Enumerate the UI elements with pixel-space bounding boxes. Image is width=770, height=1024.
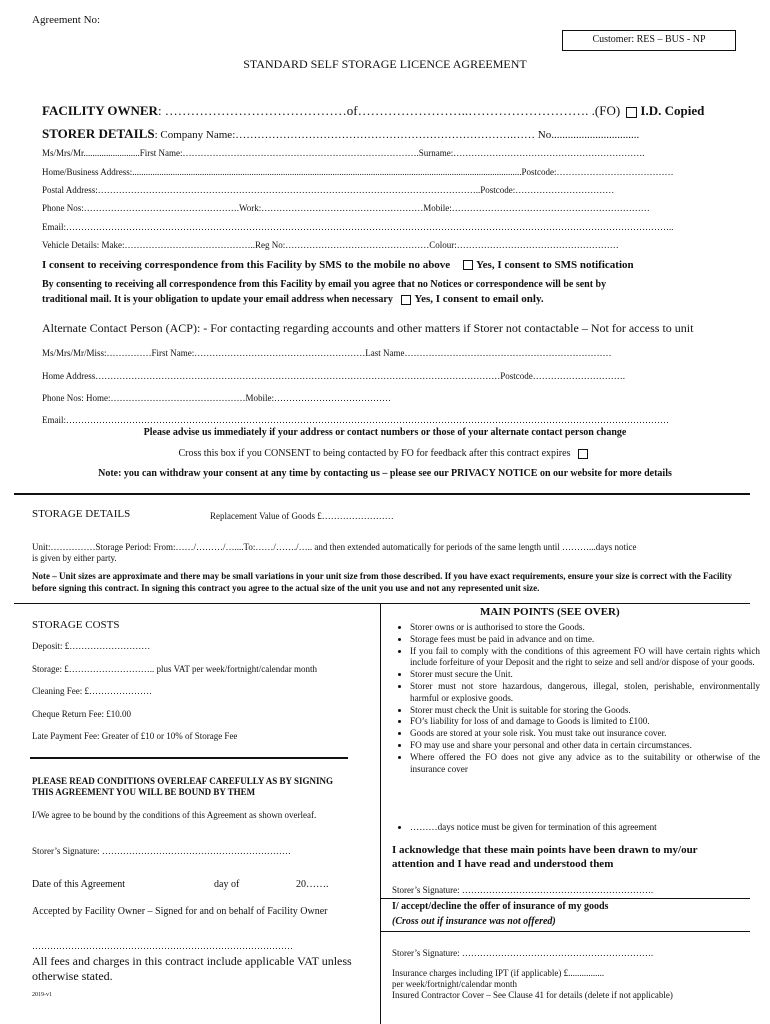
- insurance-charges-field[interactable]: Insurance charges including IPT (if applicable) £................: [392, 968, 605, 978]
- sms-consent-label: Yes, I consent to SMS notification: [475, 259, 634, 271]
- customer-type-box: [562, 30, 736, 51]
- storage-divider: [14, 603, 750, 604]
- id-copied-checkbox[interactable]: [626, 107, 637, 118]
- year-field[interactable]: 20…….: [296, 879, 329, 890]
- vat-notice: All fees and charges in this contract include applicable VAT unless otherwise stated.: [32, 954, 352, 983]
- main-point-item: • Storer must not store hazardous, dangerous, illegal, stolen, perishable, environmentally harmful or explosive goods.: [410, 681, 760, 705]
- insurance-divider-2: [380, 931, 750, 932]
- advise-change-notice: Please advise us immediately if your address or contact numbers or those of your alternate contact person change: [143, 427, 627, 438]
- email-consent-line1: By consenting to receiving all correspondence from this Facility by email you agree that no Notices or correspondence will be sent by: [42, 279, 607, 290]
- costs-divider: [30, 757, 348, 759]
- company-name-field[interactable]: : Company Name:………………………………………………………………….…… No................................: [154, 129, 640, 141]
- insurance-offer-text[interactable]: I/ accept/decline the offer of insurance of my goods: [392, 901, 609, 912]
- insurance-divider: [380, 898, 750, 899]
- storer-signature-field-2[interactable]: Storer’s Signature: ……………………………………………………….: [392, 885, 654, 895]
- email-consent-line2: traditional mail. It is your obligation to update your email address when necessary: [42, 294, 393, 305]
- main-point-item: • Storage fees must be paid in advance and on time.: [410, 634, 760, 646]
- main-point-item: • FO’s liability for loss of and damage to Goods is limited to £100.: [410, 716, 760, 728]
- phone-field[interactable]: Phone Nos:…………………………………………….Work:………………………………………………Mobile:…………………………………………………………: [42, 203, 650, 213]
- storage-costs-heading: STORAGE COSTS: [32, 619, 120, 631]
- storer-details-row[interactable]: [42, 126, 639, 142]
- home-address-field[interactable]: Home/Business Address:.............................................................................................................................................................................Postcode:…………………………………: [42, 167, 674, 177]
- version-code: 2019-v1: [32, 992, 52, 998]
- unit-period-field[interactable]: Unit:……………Storage Period: From:……/………/…....To:……/……./….. and then extended automatically for periods of the same length until ………...days notice: [32, 542, 637, 552]
- email-field[interactable]: Email:…………………………………………………………………………………………………………………………………………………………………………………..: [42, 222, 674, 232]
- storer-name-field[interactable]: Ms/Mrs/Mr.........................First Name:…………………………………………………………………….Surname:……………………………………………………….: [42, 148, 645, 158]
- acknowledge-statement: I acknowledge that these main points have been drawn to my/our attention and I have read and understood them: [392, 844, 698, 870]
- deposit-field[interactable]: Deposit: £………………………: [32, 641, 151, 651]
- insurance-period-text: per week/fortnight/calendar month: [392, 979, 517, 989]
- main-point-item: • Storer must check the Unit is suitable for storing the Goods.: [410, 705, 760, 717]
- feedback-consent-text: Cross this box if you CONSENT to being contacted by FO for feedback after this contract expires: [178, 448, 571, 459]
- late-payment-fee: Late Payment Fee: Greater of £10 or 10% of Storage Fee: [32, 731, 238, 741]
- facility-owner-field[interactable]: : ……………………………………of……………………..………………………. .(FO): [157, 103, 621, 118]
- storer-signature-field[interactable]: Storer’s Signature: ………………………………………………………: [32, 846, 291, 856]
- agreement-date-label: Date of this Agreement: [32, 879, 126, 890]
- accepted-by-owner: Accepted by Facility Owner – Signed for and on behalf of Facility Owner: [32, 906, 328, 917]
- main-point-item: • Storer must secure the Unit.: [410, 669, 760, 681]
- day-of-label: day of: [214, 879, 240, 890]
- contractor-cover-text: Insured Contractor Cover – See Clause 41 for details (delete if not applicable): [392, 990, 673, 1000]
- email-consent-checkbox[interactable]: [401, 295, 411, 305]
- read-conditions-notice: PLEASE READ CONDITIONS OVERLEAF CAREFULLY AS BY SIGNING THIS AGREEMENT YOU WILL BE BOUND BY THEM: [32, 776, 333, 797]
- feedback-consent-row[interactable]: [0, 448, 770, 459]
- main-point-item: • Where offered the FO does not give any advice as to the suitability or otherwise of the insurance cover: [410, 752, 760, 776]
- section-divider: [14, 493, 750, 495]
- cross-out-note: (Cross out if insurance was not offered): [392, 916, 556, 927]
- acp-heading: Alternate Contact Person (ACP): - For contacting regarding accounts and other matters if Storer not contactable – Not for access to unit: [42, 321, 694, 335]
- replacement-value-field[interactable]: Replacement Value of Goods £……………………: [210, 511, 394, 521]
- facility-owner-row[interactable]: [42, 103, 704, 119]
- cheque-return-fee: Cheque Return Fee: £10.00: [32, 709, 131, 719]
- unit-size-note: Note – Unit sizes are approximate and there may be small variations in your unit size from those described. If you have exact requirements, ensure your size is correct with the Facility before signing this contract. In signing this contract you agree to the actual size of the unit you use and not any represented unit size.: [32, 571, 733, 593]
- main-point-item: • Goods are stored at your sole risk. You must take out insurance cover.: [410, 728, 760, 740]
- sms-consent-row[interactable]: [42, 259, 634, 271]
- main-point-item: • If you fail to comply with the conditions of this agreement FO will have certain rights which include forfeiture of your Deposit and the right to seize and sell and/or dispose of your goods.: [410, 646, 760, 670]
- withdraw-consent-notice: Note: you can withdraw your consent at any time by contacting us – please see our PRIVACY NOTICE on our website for more details: [98, 468, 672, 479]
- storage-details-heading: STORAGE DETAILS: [32, 508, 131, 520]
- termination-notice-list: [392, 822, 760, 834]
- id-copied-label: I.D. Copied: [640, 103, 705, 118]
- acp-home-address-field[interactable]: Home Address………………………………………………………………………………………………………………………Postcode………………………….: [42, 371, 625, 381]
- owner-signature-field[interactable]: ……………………………………………………………………………: [32, 941, 293, 951]
- cleaning-fee-field[interactable]: Cleaning Fee: £…………………: [32, 686, 152, 696]
- main-points-heading: MAIN POINTS (SEE OVER): [480, 606, 620, 618]
- sms-consent-question: I consent to receiving correspondence from this Facility by SMS to the mobile no above: [42, 259, 451, 271]
- feedback-consent-checkbox[interactable]: [578, 449, 588, 459]
- vehicle-details-field[interactable]: Vehicle Details: Make:……………………………………..Reg No:…………………………………………Colour:………………………………………………: [42, 240, 619, 250]
- acp-name-field[interactable]: Ms/Mrs/Mr/Miss:……………First Name:…………………………………………………Last Name……………………………………………………………: [42, 348, 612, 358]
- email-consent-label: Yes, I consent to email only.: [414, 293, 544, 305]
- main-point-item: • Storer owns or is authorised to store the Goods.: [410, 622, 760, 634]
- sms-consent-checkbox[interactable]: [463, 260, 473, 270]
- acp-email-field[interactable]: Email:…………………………………………………………………………………………………………………………………………………………………………………: [42, 415, 669, 425]
- facility-owner-label: FACILITY OWNER: [42, 103, 158, 118]
- agreement-no-label: Agreement No:: [32, 14, 101, 26]
- main-points-list: [392, 622, 760, 775]
- unit-period-line2: is given by either party.: [32, 553, 117, 563]
- main-point-item: • FO may use and share your personal and other data in certain circumstances.: [410, 740, 760, 752]
- email-consent-row[interactable]: [42, 293, 544, 305]
- column-divider: [380, 603, 381, 1024]
- storer-details-label: STORER DETAILS: [42, 126, 155, 141]
- document-title: STANDARD SELF STORAGE LICENCE AGREEMENT: [243, 57, 527, 71]
- storer-signature-field-3[interactable]: Storer’s Signature: ……………………………………………………….: [392, 948, 654, 958]
- agree-conditions-text: I/We agree to be bound by the conditions of this Agreement as shown overleaf.: [32, 810, 317, 820]
- acp-phone-field[interactable]: Phone Nos: Home:………………………………………Mobile:…………………………………: [42, 393, 391, 403]
- storage-fee-field[interactable]: Storage: £……………………….. plus VAT per week/fortnight/calendar month: [32, 664, 317, 674]
- postal-address-field[interactable]: Postal Address:………………………………………………………………………………………………………………..Postcode:……………………………: [42, 185, 615, 195]
- termination-notice-field[interactable]: • ………days notice must be given for termination of this agreement: [410, 822, 760, 834]
- customer-type-text: Customer: RES – BUS - NP: [592, 34, 706, 45]
